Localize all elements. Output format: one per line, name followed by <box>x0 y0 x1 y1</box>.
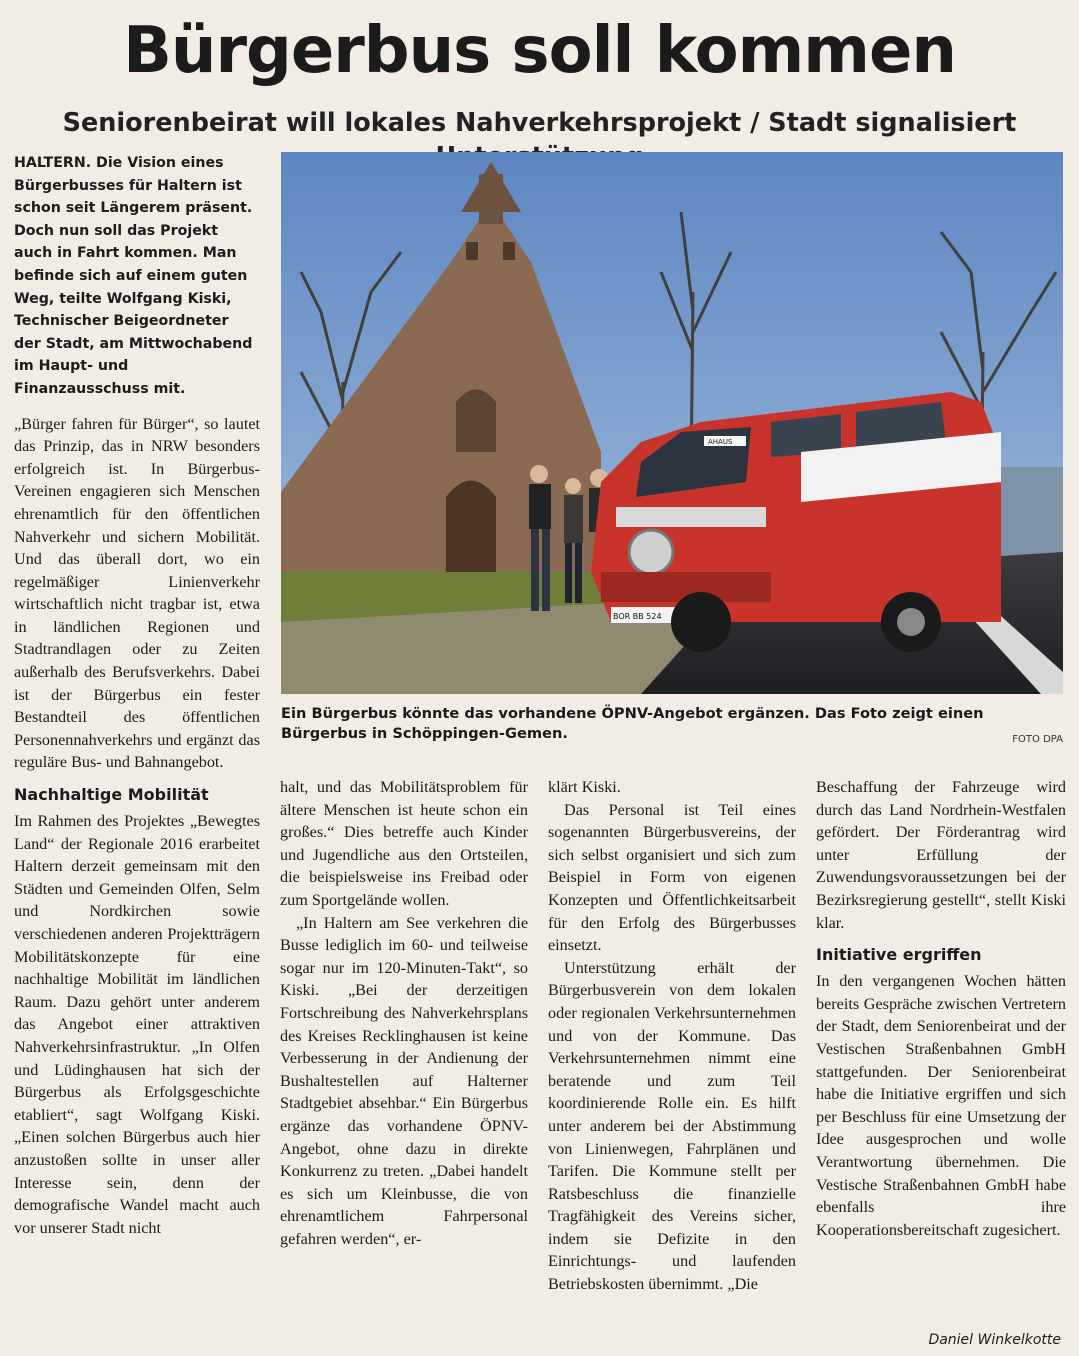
lead-paragraph: HALTERN. Die Vision eines Bürgerbusses für Haltern ist schon seit Längerem präsent. Doch nun soll das Projekt auch in Fahrt kommen. Man befinde sich auf einem guten Weg, teilte Wolfgang Kiski, Technischer Beigeordneter der Stadt, am Mittwochabend im Haupt- und Finanzausschuss mit. <box>14 155 253 397</box>
column-2 <box>280 776 528 1250</box>
photo-credit: FOTO DPA <box>1012 734 1063 745</box>
license-plate: BOR BB 524 <box>613 612 662 621</box>
photo-scene <box>281 152 1063 694</box>
headline: Bürgerbus soll kommen <box>123 14 956 88</box>
news-photo <box>281 152 1063 694</box>
subhead-nachhaltige-mobilitaet: Nachhaltige Mobilität <box>14 785 209 805</box>
column-1 <box>14 152 260 1239</box>
paragraph: Beschaffung der Fahrzeuge wird durch das Land Nordrhein-Westfalen gefördert. Der Förderantrag wird unter Erfüllung der Zuwendungsvoraussetzungen bei der Bezirksregierung gestellt“, stellt Kiski klar. <box>816 778 1066 932</box>
subhead-initiative-ergriffen: Initiative ergriffen <box>816 945 982 965</box>
column-3 <box>548 776 796 1296</box>
author-byline: Daniel Winkelkotte <box>928 1332 1061 1348</box>
photo-caption: Ein Bürgerbus könnte das vorhandene ÖPNV-Angebot ergänzen. Das Foto zeigt einen Bürgerbus in Schöppingen-Gemen. <box>281 705 984 742</box>
column-4 <box>816 776 1066 1241</box>
subline: Seniorenbeirat will lokales Nahverkehrsprojekt / Stadt signalisiert <box>62 108 1017 138</box>
paragraph: halt, und das Mobilitätsproblem für ältere Menschen ist heute schon ein großes.“ Dies betreffe auch Kinder und Jugendliche aus den Ortsteilen, die beispielsweise ins Freibad oder zum Sportgelände wollen. <box>280 778 528 909</box>
paragraph: In den vergangenen Wochen hätten bereits Gespräche zwischen Vertretern der Stadt, dem Seniorenbeirat und der Vestischen Straßenbahnen GmbH stattgefunden. Der Seniorenbeirat habe die Initiative ergriffen und sich per Beschluss für eine Umsetzung der Idee ausgesprochen und wolle Verantwortung übernehmen. Die Vestische Straßenbahnen GmbH habe ebenfalls ihre Kooperationsbereitschaft zugesichert. <box>816 972 1066 1239</box>
paragraph: klärt Kiski. <box>548 778 621 796</box>
paragraph: „Bürger fahren für Bürger“, so lautet das Prinzip, das in NRW besonders erfolgreich ist. In Bürgerbus-Vereinen engagieren sich Menschen ehrenamtlich für den öffentlichen Nahverkehr und sichern Mobilität. Und das überall dort, wo ein regelmäßiger Linienverkehr wirtschaftlich nicht tragbar ist, etwa in ländlichen Regionen und Stadtrandlagen oder zu Zeiten außerhalb des Berufsverkehrs. Dabei ist der Bürgerbus ein fester Bestandteil des öffentlichen Personennahverkehrs und ergänzt das reguläre Bus- und Bahnangebot. <box>14 414 260 772</box>
paragraph: Im Rahmen des Projektes „Bewegtes Land“ der Regionale 2016 erarbeitet Haltern derzeit gemeinsam mit den Städten und Gemeinden Olfen, Selm und Nordkirchen sowie verschiedenen anderen Projektträgern Mobilitätskonzepte für eine nachhaltige Mobilität im ländlichen Raum. Dazu gehört unter anderem das Angebot einer attraktiven Nahverkehrsinfrastruktur. „In Olfen und Lüdinghausen hat sich der Bürgerbus als Erfolgsgeschichte etabliert“, sagt Wolfgang Kiski. „Einen solchen Bürgerbus auch hier anzustoßen sollte in unser aller Interesse sein, denn der demografische Wandel macht auch vor unserer Stadt nicht <box>14 812 260 1237</box>
bus-sign: AHAUS <box>708 438 733 446</box>
paragraph: Unterstützung erhält der Bürgerbusverein von dem lokalen oder regionalen Verkehrsunternehmen und von der Kommune. Das Verkehrsunternehmen nimmt eine beratende und zum Teil koordinierende Rolle ein. Es hilft unter anderem bei der Abstimmung von Linienwegen, Fahrplänen und Tarifen. Die Kommune stellt per Ratsbeschluss die finanzielle Tragfähigkeit des Vereins sicher, indem sie Defizite in den Einrichtungs- und laufenden Betriebskosten übernimmt. „Die <box>548 958 796 1294</box>
paragraph: Das Personal ist Teil eines sogenannten Bürgerbusvereins, der sich selbst organisiert und sich zum Beispiel in Form von eigenen Konzepten und Öffentlichkeitsarbeit für den Erfolg des Bürgerbusses einsetzt. <box>548 800 796 955</box>
paragraph: „In Haltern am See verkehren die Busse lediglich im 60- und teilweise sogar nur im 120-Minuten-Takt“, so Kiski. „Bei der derzeitigen Fortschreibung des Nahverkehrsplans des Kreises Recklinghausen ist keine Verbesserung in der Andienung der Bushaltestellen auf Halterner Stadtgebiet absehbar.“ Ein Bürgerbus ergänze das vorhandene ÖPNV-Angebot, ohne dazu in direkte Konkurrenz zu treten. „Dabei handelt es sich um Kleinbusse, die von ehrenamtlichem Fahrpersonal gefahren werden“, er- <box>280 913 528 1248</box>
